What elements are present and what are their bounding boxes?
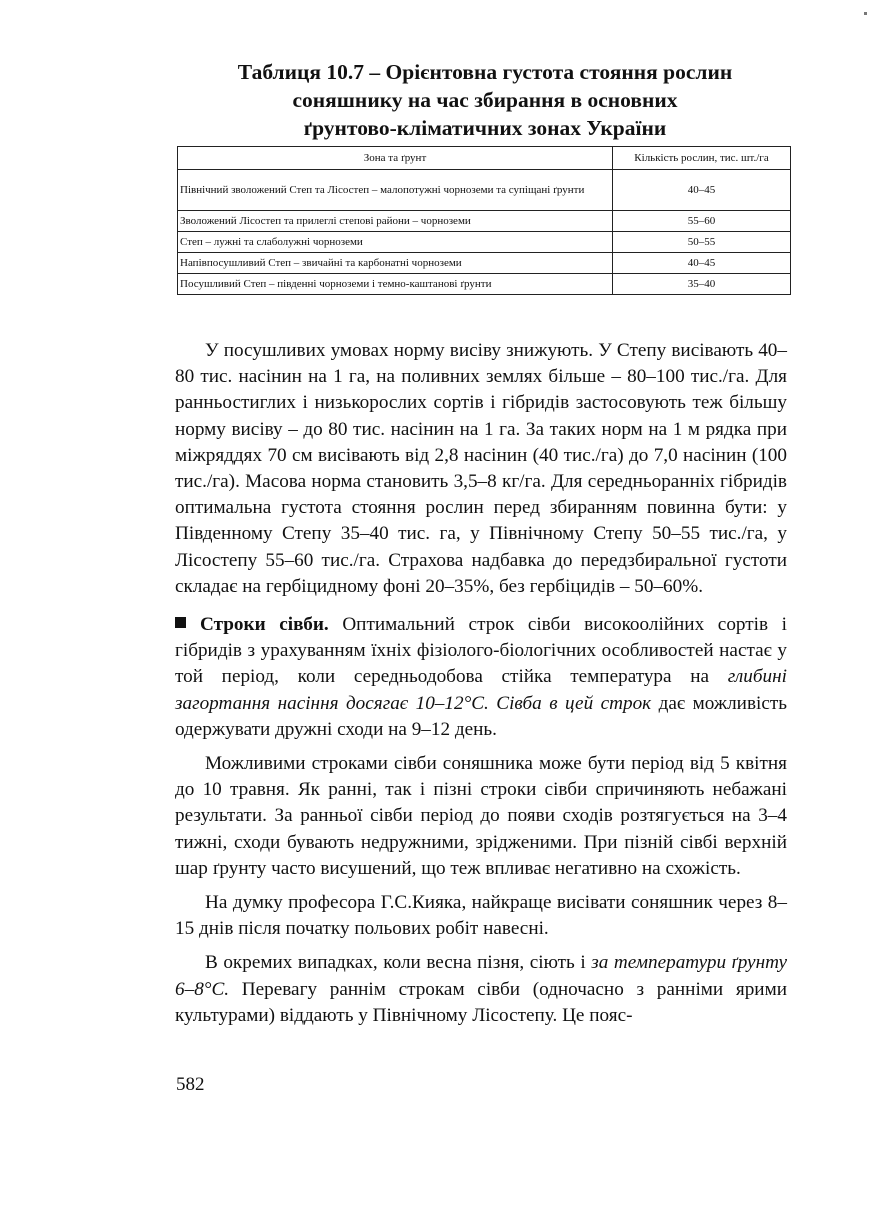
paragraph-text: дає можливість одержувати дружні сходи на 9–12 день. [175,692,787,740]
paragraph-sowing-dates [175,612,787,743]
paragraph-professor-opinion: На думку професора Г.С.Кияка, найкраще висівати соняшник через 8–15 днів після початку польових робіт навесні. [175,892,787,940]
value-cell: 40–45 [613,253,791,274]
header-plant-count: Кількість рослин, тис. шт./га [613,147,791,170]
table-row [178,170,791,211]
zone-cell: Посушливий Степ – південні чорноземи і темно-каштанові ґрунти [178,274,613,295]
zone-cell: Північний зволожений Степ та Лісостеп – малопотужні чорноземи та супіщані ґрунти [178,170,613,211]
paragraph-italic: за температури ґрунту 6–8°С. [175,952,787,1000]
header-zone: Зона та ґрунт [178,147,613,170]
zone-cell: Степ – лужні та слаболужні чорноземи [178,232,613,253]
zone-cell: Напівпосушливий Степ – звичайні та карбонатні чорноземи [178,253,613,274]
paragraph-possible-dates: Можливими строками сівби соняшника може бути період від 5 квітня до 10 травня. Як ранні, так і пізні строки сівби спричиняють небажані результати. За ранньої сівби період до появи сходів розтягується на 3–4 тижні, сходи бувають недружними, зрідженими. При пізній сівбі верхній шар ґрунту часто висушений, що теж впливає негативно на схожість. [175,753,787,879]
table-row [178,232,791,253]
section-heading: Строки сівби. [200,614,329,636]
paragraph-late-spring [175,950,787,1029]
value-cell: 50–55 [613,232,791,253]
table-row [178,211,791,232]
planting-density-table [177,146,791,295]
paragraph-text: В окремих випадках, коли весна пізня, сіють і [205,952,592,974]
caption-line-3: ґрунтово-кліматичних зонах України [303,116,667,140]
zone-cell: Зволожений Лісостеп та прилеглі степові райони – чорноземи [178,211,613,232]
value-cell: 40–45 [613,170,791,211]
body-text [175,338,787,1029]
table-header-row [178,147,791,170]
caption-line-1: Таблиця 10.7 – Орієнтовна густота стояння рослин [237,60,733,84]
paragraph-seeding-rate: У посушливих умовах норму висіву знижують. У Степу висівають 40–80 тис. насінин на 1 га, на поливних землях більше – 80–100 тис./га. Для ранньостиглих і низькорослих сортів і гібридів застосовують теж більшу норму висіву – до 80 тис. насінин на 1 га. За таких норм на 1 м рядка при міжряддях 70 см висівають від 2,8 насінин (40 тис./га) до 7,0 насінин (100 тис./га). Масова норма становить 3,5–8 кг/га. Для середньоранніх гібридів оптимальна густота стояння рослин перед збиранням повинна бути: у Південному Степу 35–40 тис. га, у Північному Степу 50–55 тис./га, у Лісостепу 55–60 тис./га. Страхова надбавка до передзбиральної густоти складає на гербіцидному фоні 20–35%, без гербіцидів – 50–60%. [175,340,787,597]
table-row [178,274,791,295]
value-cell: 55–60 [613,211,791,232]
bullet-square-icon [175,617,186,628]
table-caption [150,58,820,142]
paragraph-text: Перевагу раннім строкам сівби (одночасно з ранніми ярими культурами) віддають у Північному Лісостепу. Це пояс- [175,978,787,1026]
scan-mark [864,12,867,15]
paragraph-text: Оптимальний строк сівби високоолійних сортів і гібридів з урахуванням їхніх фізіолого-біологічних особливостей настає у той період, коли середньодобова стійка температура на [175,614,787,688]
value-cell: 35–40 [613,274,791,295]
caption-line-2: соняшнику на час збирання в основних [292,88,678,112]
paragraph-italic: глибині загортання насіння досягає 10–12°С. Сівба в цей строк [175,666,787,714]
page-number: 582 [176,1074,205,1095]
table-row [178,253,791,274]
